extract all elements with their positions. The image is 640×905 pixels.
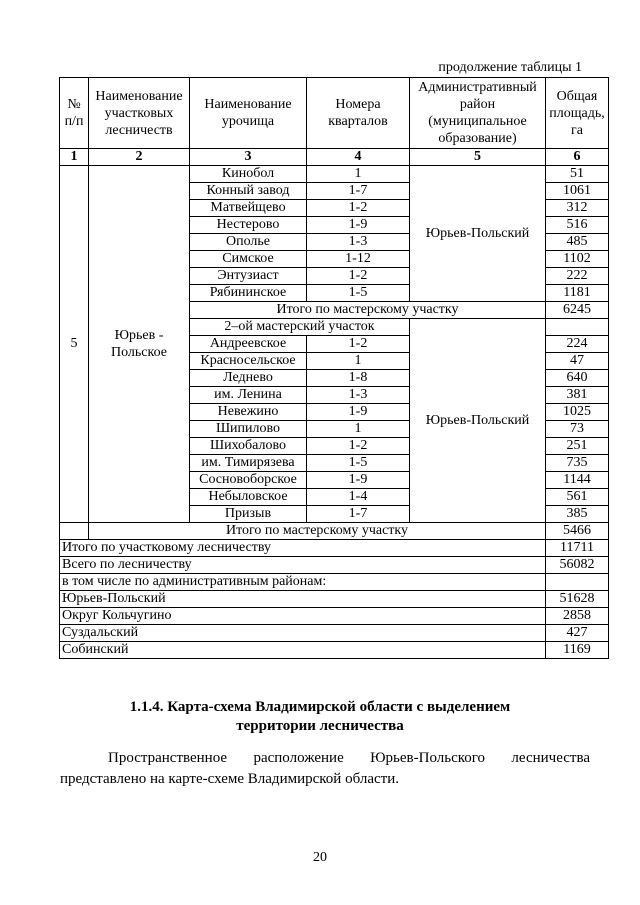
header-district: Административный район (муниципальное образование): [410, 78, 546, 149]
page-number: 20: [313, 850, 327, 865]
summary-row: [60, 540, 609, 557]
area: 516: [546, 217, 609, 234]
tract-name: Леднево: [190, 370, 307, 387]
column-number: 5: [410, 149, 546, 166]
area: 381: [546, 387, 609, 404]
area: 1061: [546, 183, 609, 200]
section-heading-line: территории лесничества: [236, 718, 404, 734]
section-heading: [0, 698, 640, 736]
area-empty: [546, 319, 609, 336]
quarters: 1-9: [307, 217, 410, 234]
quarters: 1-5: [307, 285, 410, 302]
area: 1025: [546, 404, 609, 421]
quarters: 1: [307, 353, 410, 370]
quarters: 1-12: [307, 251, 410, 268]
quarters: 1-4: [307, 489, 410, 506]
summary-row: [60, 591, 609, 608]
column-number: 3: [190, 149, 307, 166]
tract-name: Энтузиаст: [190, 268, 307, 285]
column-number: 1: [60, 149, 89, 166]
area: 640: [546, 370, 609, 387]
quarters: 1-2: [307, 268, 410, 285]
header-area: Общая площадь, га: [546, 78, 609, 149]
column-number: 4: [307, 149, 410, 166]
summary-label: Итого по участковому лесничеству: [60, 540, 546, 557]
subtotal-label: Итого по мастерскому участку: [89, 523, 546, 540]
area: 385: [546, 506, 609, 523]
summary-area: 1169: [546, 642, 609, 659]
quarters: 1-7: [307, 183, 410, 200]
quarters: 1: [307, 421, 410, 438]
summary-label: Собинский: [60, 642, 546, 659]
header-quarters: Номера кварталов: [307, 78, 410, 149]
summary-area: [546, 574, 609, 591]
area: 1102: [546, 251, 609, 268]
body-paragraph: Пространственное расположение Юрьев-Польского лесничества представлено на карте-схеме Владимирской области.: [60, 750, 590, 787]
tract-name: Красносельское: [190, 353, 307, 370]
header-forestry: Наименование участковых лесничеств: [89, 78, 190, 149]
area: 222: [546, 268, 609, 285]
header-no: № п/п: [60, 78, 89, 149]
summary-area: 56082: [546, 557, 609, 574]
header-row: [60, 78, 609, 149]
area: 1181: [546, 285, 609, 302]
district-name: Юрьев-Польский: [410, 166, 546, 302]
quarters: 1-2: [307, 438, 410, 455]
spacer: [60, 523, 89, 540]
quarters: 1-3: [307, 234, 410, 251]
column-number: 6: [546, 149, 609, 166]
quarters: 1-9: [307, 472, 410, 489]
forestry-table: [59, 77, 609, 659]
tract-name: Кинобол: [190, 166, 307, 183]
header-tract: Наименование урочища: [190, 78, 307, 149]
summary-row: [60, 574, 609, 591]
summary-label: Юрьев-Польский: [60, 591, 546, 608]
tract-name: Нестерово: [190, 217, 307, 234]
summary-area: 51628: [546, 591, 609, 608]
quarters: 1-3: [307, 387, 410, 404]
area: 47: [546, 353, 609, 370]
tract-name: им. Тимирязева: [190, 455, 307, 472]
column-numbers-row: [60, 149, 609, 166]
table-row: [60, 166, 609, 183]
quarters: 1: [307, 166, 410, 183]
subtotal-label: Итого по мастерскому участку: [190, 302, 546, 319]
quarters: 1-2: [307, 336, 410, 353]
area: 251: [546, 438, 609, 455]
tract-name: Призыв: [190, 506, 307, 523]
subtotal-area: 6245: [546, 302, 609, 319]
column-number: 2: [89, 149, 190, 166]
summary-label: в том числе по административным районам:: [60, 574, 546, 591]
section-title: 2–ой мастерский участок: [190, 319, 410, 336]
summary-label: Округ Кольчугино: [60, 608, 546, 625]
area: 51: [546, 166, 609, 183]
district-name: Юрьев-Польский: [410, 319, 546, 523]
quarters: 1-9: [307, 404, 410, 421]
quarters: 1-2: [307, 200, 410, 217]
summary-row: [60, 642, 609, 659]
tract-name: Сосновоборское: [190, 472, 307, 489]
tract-name: Небыловское: [190, 489, 307, 506]
summary-area: 427: [546, 625, 609, 642]
tract-name: Симское: [190, 251, 307, 268]
subtotal-row: [60, 523, 609, 540]
forestry-name: Юрьев - Польское: [89, 166, 190, 523]
section-heading-line: 1.1.4. Карта-схема Владимирской области с выделением: [129, 699, 511, 715]
quarters: 1-5: [307, 455, 410, 472]
quarters: 1-8: [307, 370, 410, 387]
tract-name: Ополье: [190, 234, 307, 251]
row-number: 5: [60, 166, 89, 523]
subtotal-area: 5466: [546, 523, 609, 540]
tract-name: Шипилово: [190, 421, 307, 438]
summary-row: [60, 625, 609, 642]
summary-area: 11711: [546, 540, 609, 557]
summary-label: Суздальский: [60, 625, 546, 642]
quarters: 1-7: [307, 506, 410, 523]
tract-name: Конный завод: [190, 183, 307, 200]
area: 224: [546, 336, 609, 353]
area: 561: [546, 489, 609, 506]
area: 735: [546, 455, 609, 472]
summary-row: [60, 557, 609, 574]
tract-name: Андреевское: [190, 336, 307, 353]
summary-row: [60, 608, 609, 625]
tract-name: Матвейщево: [190, 200, 307, 217]
area: 312: [546, 200, 609, 217]
tract-name: Шихобалово: [190, 438, 307, 455]
summary-label: Всего по лесничеству: [60, 557, 546, 574]
continuation-note: продолжение таблицы 1: [438, 60, 582, 75]
tract-name: Рябининское: [190, 285, 307, 302]
summary-area: 2858: [546, 608, 609, 625]
area: 485: [546, 234, 609, 251]
tract-name: Невежино: [190, 404, 307, 421]
area: 1144: [546, 472, 609, 489]
tract-name: им. Ленина: [190, 387, 307, 404]
area: 73: [546, 421, 609, 438]
